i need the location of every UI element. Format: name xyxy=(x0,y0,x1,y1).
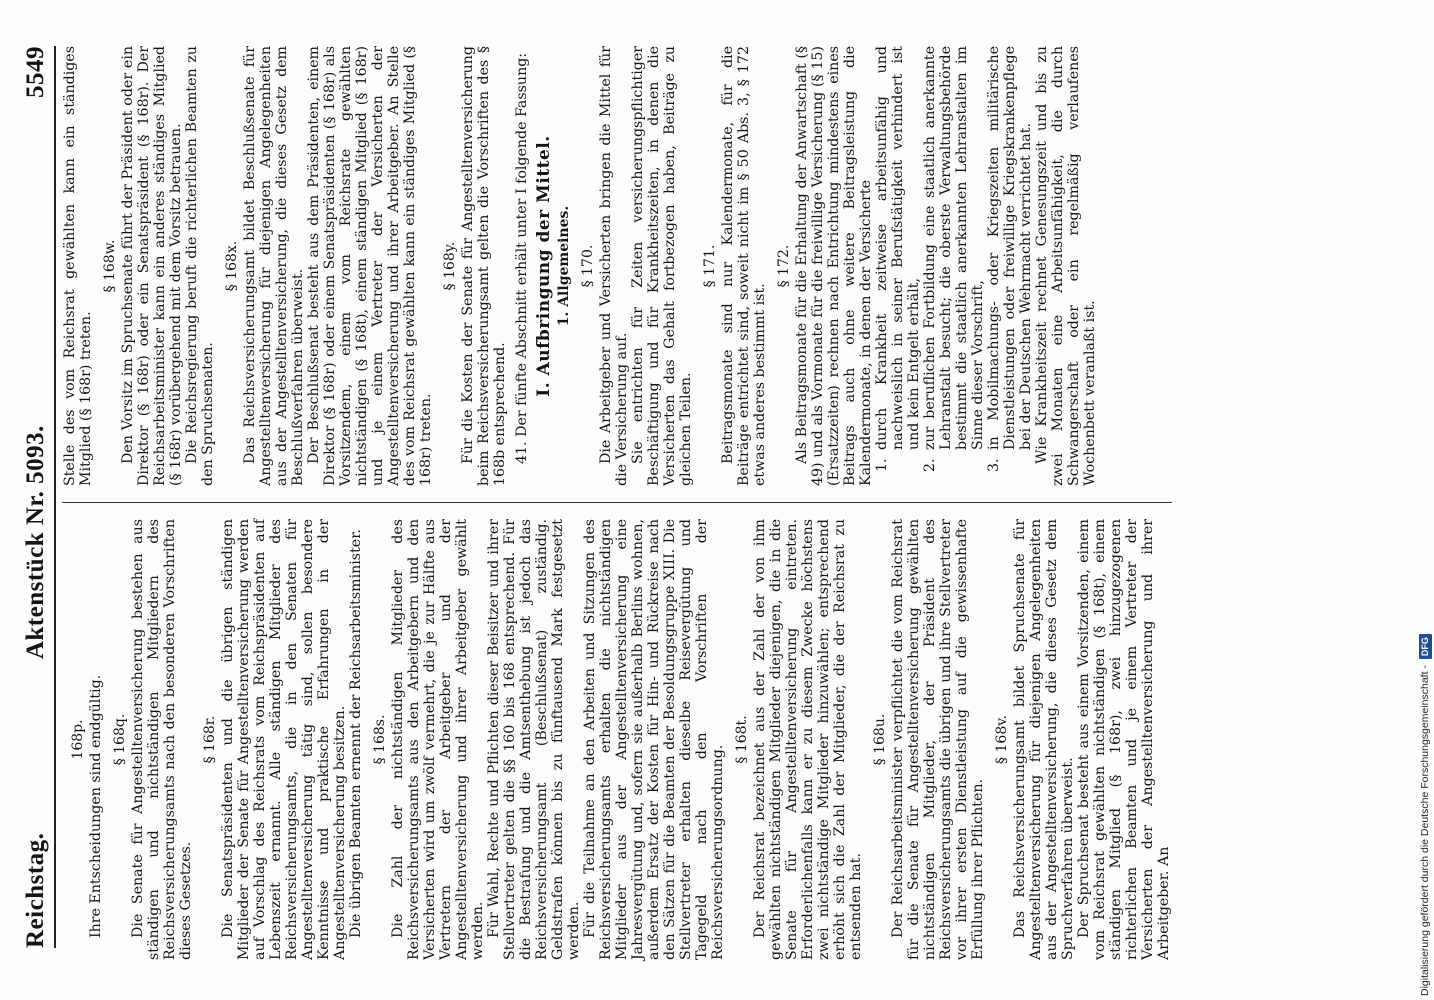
paragraph: Sie entrichten für Zeiten versicherungspflichtiger Beschäftigung und für Krankheitszeiten, in denen die Versicherten das Gehalt fortbezogen haben, Beiträge zu gleichen Teilen. xyxy=(630,46,694,486)
paragraph: Das Reichsversicherungsamt bildet Spruchsenate für Angestelltenversicherung für diejenigen Angelegenheiten aus der Angestelltenversicherung, die dieses Gesetz dem Spruchverfahren überweist. xyxy=(1012,519,1076,960)
list-item-number: 3. xyxy=(986,458,1002,472)
section-heading: § 171. xyxy=(702,244,718,288)
list-item-text: zur beruflichen Fortbildung eine staatlich anerkannte Lehranstalt besucht; die oberste Verwaltungsbehörde bestimmt die staatlich anerkannten Lehranstalten im Sinne dieser Vorschrift, xyxy=(922,46,986,450)
paragraph: Das Reichsversicherungsamt bildet Beschlußsenate für Angestelltenversicherung für diejenigen Angelegenheiten aus der Angestelltenversicherung, die dieses Gesetz dem Beschlußverfahren überweist. xyxy=(242,46,306,486)
section-heading: § 172. xyxy=(776,244,792,288)
dfg-logo-badge: DFG xyxy=(1419,634,1432,659)
subsection-heading: 1. Allgemeines. xyxy=(556,205,572,327)
credit-text: Digitalisierung gefördert durch die Deutsche Forschungsgemeinschaft - xyxy=(1419,665,1431,996)
paragraph: Die Senate für Angestelltenversicherung bestehen aus ständigen und nichtständigen Mitgliedern des Reichsversicherungsamts nach den besonderen Vorschriften dieses Gesetzes. xyxy=(130,519,194,960)
list-item xyxy=(986,46,1034,486)
list-item-number: 1. xyxy=(874,458,890,472)
list-item-number: 2. xyxy=(922,458,938,472)
header-reichstag: Reichstag. xyxy=(22,832,49,948)
paragraph: Für die Teilnahme an den Arbeiten und Sitzungen des Reichsversicherungsamts erhalten die nichtständigen Mitglieder aus der Angestelltenversicherung eine Jahresvergütung und, sofern sie außerhalb Berlins wohnen, außerdem Ersatz der Kosten für Hin- und Rückreise nach den Sätzen für die Beamten der Besoldungsgruppe XIII. Die Stellvertreter erhalten dieselbe Reisevergütung und Tagegeld nach den Vorschriften der Reichsversicherungsordnung. xyxy=(582,519,726,960)
paragraph: Für Wahl, Rechte und Pflichten dieser Beisitzer und ihrer Stellvertreter gelten die §§ 160 bis 168 entsprechend. Für die Bestrafung und die Amtsenthebung ist jedoch das Reichsversicherungsamt (Beschlußsenat) zuständig. Geldstrafen können bis zu fünftausend Mark festgesetzt werden. xyxy=(486,519,582,960)
section-heading: § 168u. xyxy=(872,713,888,766)
section-heading: § 168x. xyxy=(224,240,240,292)
list-item-text: in Mobilmachungs- oder Kriegszeiten militärische Dienstleistungen oder freiwillige Kriegskrankenpflege bei der Deutschen Wehrmacht verrichtet hat. xyxy=(986,46,1034,450)
paragraph: Stelle des vom Reichsrat gewählten kann ein ständiges Mitglied (§ 168r) treten. xyxy=(62,46,94,486)
list-item xyxy=(922,46,986,486)
paragraph: Der Reichsarbeitsminister verpflichtet die vom Reichsrat für die Senate für Angestelltenversicherung gewählten nichtständigen Mitglieder, der Präsident des Reichsversicherungsamts die übrigen und ihre Stellvertreter vor ihrer ersten Dienstleistung auf die gewissenhafte Erfüllung ihrer Pflichten. xyxy=(890,519,986,960)
paragraph: Wie Krankheitszeit rechnet Genesungszeit und bis zu zwei Monaten eine Arbeitsunfähigkeit, die durch Schwangerschaft oder ein regelmäßig verlaufenes Wochenbett veranlaßt ist. xyxy=(1034,46,1098,486)
paragraph: Für die Kosten der Senate für Angestelltenversicherung beim Reichsversicherungsamt gelten die Vorschriften des § 168b entsprechend. xyxy=(460,46,508,486)
right-column xyxy=(62,46,1172,503)
paragraph: Den Vorsitz im Spruchsenate führt der Präsident oder ein Direktor (§ 168r) oder ein Senatspräsident (§ 168r). Der Reichsarbeitsminister kann ein anderes ständiges Mitglied (§ 168r) vorübergehend mit dem Vorsitz betrauen. xyxy=(120,46,184,486)
text-columns xyxy=(62,46,1172,960)
section-heading: § 168r. xyxy=(202,715,218,764)
paragraph: Der Spruchsenat besteht aus einem Vorsitzenden, einem vom Reichsrat gewählten nichtständigen (§ 168t), einem ständigen Mitglied (§ 168r), zwei hinzugezogenen richterlichen Beamten und je einem Vertreter der Versicherten der Angestelltenversicherung und ihrer Arbeitgeber. An xyxy=(1076,519,1172,960)
section-heading: § 168w. xyxy=(102,239,118,293)
paragraph: 41. Der fünfte Abschnitt erhält unter I folgende Fassung: xyxy=(514,52,530,464)
section-heading: § 168s. xyxy=(372,714,388,765)
header-page-number: 5549 xyxy=(22,46,49,99)
page-header xyxy=(22,46,56,948)
paragraph: Die Reichsregierung beruft die richterlichen Beamten zu den Spruchsenaten. xyxy=(184,46,216,486)
paragraph: Der Beschlußsenat besteht aus dem Präsidenten, einem Direktor (§ 168r) oder einem Senatspräsidenten (§ 168r) als Vorsitzendem, einem vom Reichsrate gewählten nichtständigen (§ 168t), einem ständigen Mitglied (§ 168r) und je einem Vertreter der Versicherten der Angestelltenversicherung und ihrer Arbeitgeber. An Stelle des vom Reichsrat gewählten kann ein ständiges Mitglied (§ 168r) treten. xyxy=(306,46,434,486)
paragraph: Die Arbeitgeber und Versicherten bringen die Mittel für die Versicherung auf. xyxy=(598,46,630,486)
section-heading: § 168q. xyxy=(112,713,128,766)
paragraph: Beitragsmonate sind nur Kalendermonate, für die Beiträge entrichtet sind, soweit nicht im § 50 Abs. 3, § 172 etwas anderes bestimmt ist. xyxy=(720,46,768,486)
paragraph: Die Zahl der nichtständigen Mitglieder des Reichsversicherungsamts aus den Arbeitgebern und den Versicherten wird um zwölf vermehrt, die je zur Hälfte aus Vertretern der Arbeitgeber und der Angestelltenversicherung und ihrer Arbeitgeber gewählt werden. xyxy=(390,519,486,960)
chapter-heading: I. Aufbringung der Mittel. xyxy=(534,135,554,397)
list-item-text: durch Krankheit zeitweise arbeitsunfähig und nachweislich in seiner Berufstätigkeit verhindert ist und kein Entgelt erhält, xyxy=(874,46,922,450)
section-heading: § 168t. xyxy=(734,715,750,764)
paragraph: Ihre Entscheidungen sind endgültig. xyxy=(88,674,104,938)
paragraph: Der Reichsrat bezeichnet aus der Zahl der von ihm gewählten nichtständigen Mitglieder diejenigen, die in die Senate für Angestelltenversicherung eintreten. Erforderlichenfalls kann er zu diesem Zwecke höchstens zwei nichtständige Mitglieder hinzuwählen; entsprechend erhöht sich die Zahl der Mitglieder, die der Reichsrat zu entsenden hat. xyxy=(752,519,864,960)
paragraph: Die Senatspräsidenten und die übrigen ständigen Mitglieder der Senate für Angestelltenversicherung werden auf Vorschlag des Reichsrats vom Reichspräsidenten auf Lebenszeit ernannt. Alle ständigen Mitglieder des Reichsversicherungsamts, die in den Senaten für Angestelltenversicherung tätig sind, sollen besondere Kenntnisse und praktische Erfahrungen in der Angestelltenversicherung besitzen. xyxy=(220,519,348,960)
digitization-credit xyxy=(1418,36,1432,996)
section-heading: 168p. xyxy=(70,719,86,760)
section-heading: § 168v. xyxy=(994,715,1010,764)
section-heading: § 168y. xyxy=(442,241,458,291)
section-heading: § 170. xyxy=(580,244,596,288)
header-document-number: Aktenstück Nr. 5093. xyxy=(22,425,49,660)
paragraph: Als Beitragsmonate für die Erhaltung der Anwartschaft (§ 49) und als Vormonate für die freiwillige Versicherung (§ 15) (Ersatzzeiten) rechnen nach Entrichtung mindestens eines Beitrags auch ohne weitere Beitragsleistung die Kalendermonate, in denen der Versicherte xyxy=(794,46,874,486)
paragraph: Die übrigen Beamten ernennt der Reichsarbeitsminister. xyxy=(348,529,364,938)
list-item xyxy=(874,46,922,486)
left-column xyxy=(62,503,1172,960)
